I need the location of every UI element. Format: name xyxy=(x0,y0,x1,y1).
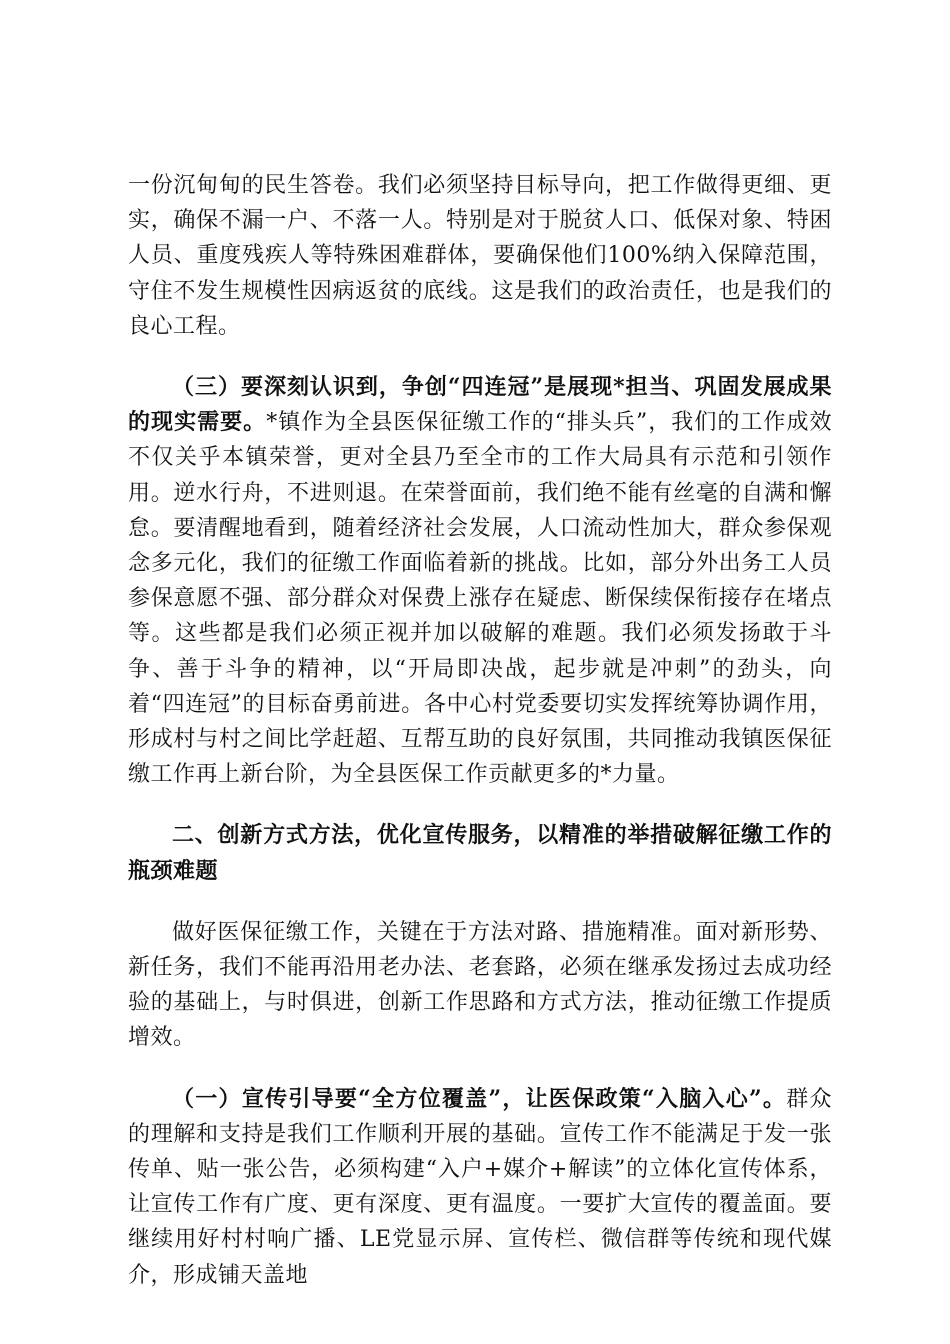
subsection-heading-3: （三）要深刻认识到，争创“四连冠”是展现*担当、巩固发展成果的现实需要。 xyxy=(128,374,832,436)
paragraph-2-body: *镇作为全县医保征缴工作的“排头兵”，我们的工作成效不仅关乎本镇荣誉，更对全县乃至全市的工作大局具有示范和引领作用。逆水行舟，不进则退。在荣誉面前，我们绝不能有丝毫的自满和懈怠。要清醒地看到，随着经济社会发展，人口流动性加大，群众参保观念多元化，我们的征缴工作面临着新的挑战。比如，部分外出务工人员参保意愿不强、部分群众对保费上涨存在疑虑、断保续保衔接存在堵点等。这些都是我们必须正视并加以破解的难题。我们必须发扬敢于斗争、善于斗争的精神，以“开局即决战，起步就是冲刺”的劲头，向着“四连冠”的目标奋勇前进。各中心村党委要切实发挥统筹协调作用，形成村与村之间比学赶超、互帮互助的良好氛围，共同推动我镇医保征缴工作再上新台阶，为全县医保工作贡献更多的*力量。 xyxy=(128,410,832,788)
document-page xyxy=(128,168,832,1293)
body-paragraph-3: 做好医保征缴工作，关键在于方法对路、措施精准。面对新形势、新任务，我们不能再沿用老办法、老套路，必须在继承发扬过去成功经验的基础上，与时俱进，创新工作思路和方式方法，推动征缴工作提质增效。 xyxy=(128,919,832,1051)
body-paragraph-2 xyxy=(128,370,832,792)
section-heading-2: 二、创新方式方法，优化宣传服务，以精准的举措破解征缴工作的瓶颈难题 xyxy=(128,822,832,884)
body-paragraph-1: 一份沉甸甸的民生答卷。我们必须坚持目标导向，把工作做得更细、更实，确保不漏一户、不落一人。特别是对于脱贫人口、低保对象、特困人员、重度残疾人等特殊困难群体，要确保他们100%纳入保障范围，守住不发生规模性因病返贫的底线。这是我们的政治责任，也是我们的良心工程。 xyxy=(128,173,832,339)
subsection-heading-1: （一）宣传引导要“全方位覆盖”，让医保政策“入脑入心”。 xyxy=(172,1085,787,1112)
body-paragraph-4 xyxy=(128,1082,832,1293)
paragraph-4-body: 群众的理解和支持是我们工作顺利开展的基础。宣传工作不能满足于发一张传单、贴一张公告，必须构建“入户+媒介+解读”的立体化宣传体系，让宣传工作有广度、更有深度、更有温度。一要扩大宣传的覆盖面。要继续用好村村响广播、LE党显示屏、宣传栏、微信群等传统和现代媒介，形成铺天盖地 xyxy=(128,1086,832,1288)
